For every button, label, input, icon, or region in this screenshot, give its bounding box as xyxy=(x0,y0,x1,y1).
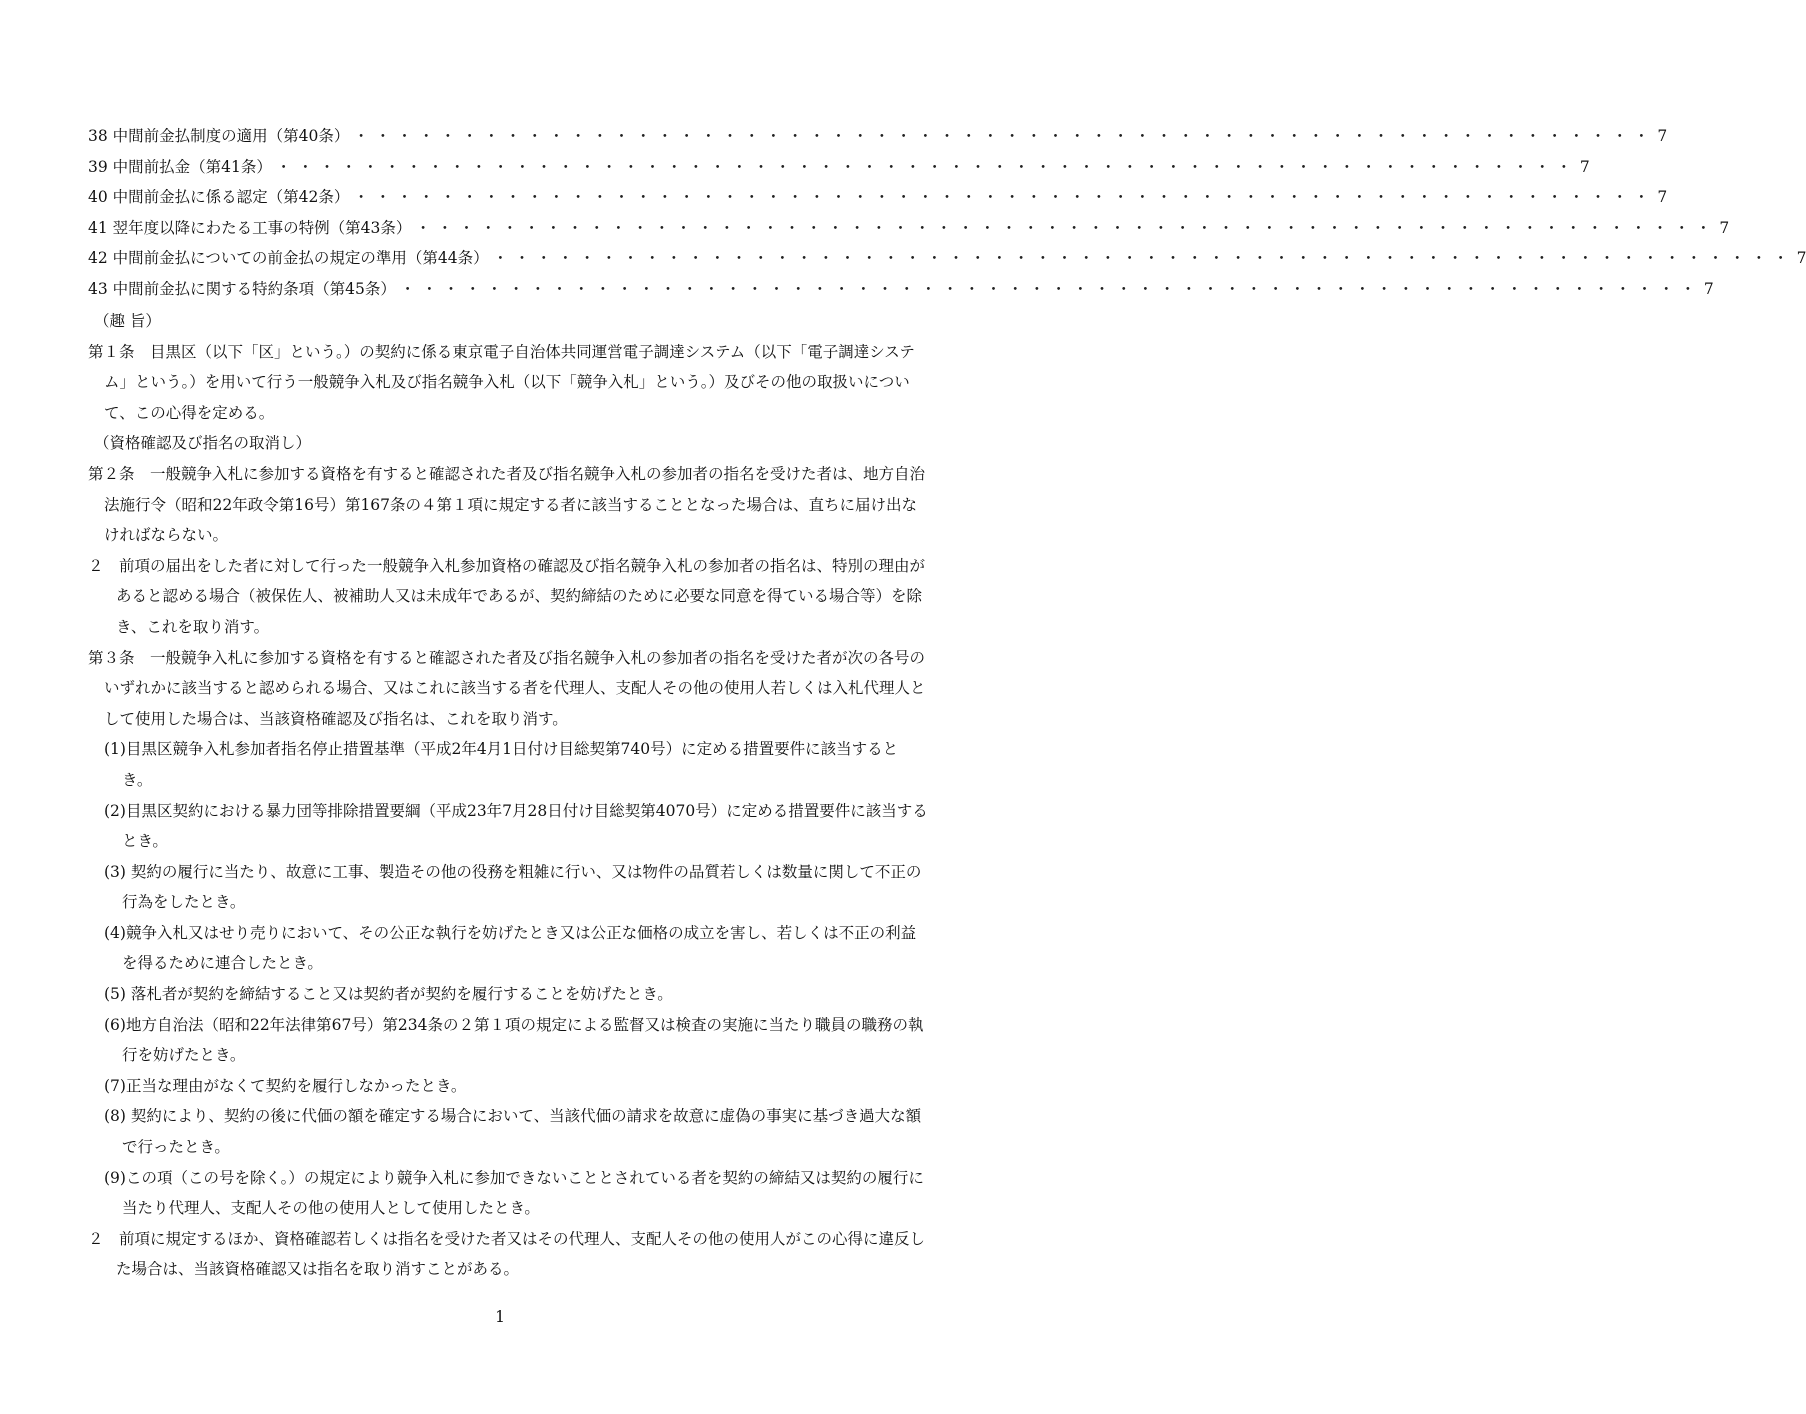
table-of-contents xyxy=(88,124,1806,308)
toc-entry-page: 7 xyxy=(1719,218,1730,237)
toc-entry-label: 43 中間前金払に関する特約条項（第45条） xyxy=(88,279,396,298)
toc-leader-dots: ・・・・・・・・・・・・・・・・・・・・・・・・・・・・・・・・・・・・・・・・・・・・・・・・・・・・・・・・・・・・ xyxy=(353,188,1656,207)
toc-entry-label: 41 翌年度以降にわたる工事の特例（第43条） xyxy=(88,218,412,237)
toc-entry xyxy=(88,246,1806,277)
article-caption: （資格確認及び指名の取消し） xyxy=(94,434,312,453)
article-3-item: (9)この項（この号を除く。）の規定により競争入札に参加できないこととされている者を契約の締結又は契約の履行に当たり代理人、支配人その他の使用人として使用したとき。 xyxy=(104,1168,924,1218)
article-3-item: (2)目黒区契約における暴力団等排除措置要綱（平成23年7月28日付け目総契第4070号）に定める措置要件に該当するとき。 xyxy=(104,801,928,851)
toc-entry-page: 7 xyxy=(1796,249,1806,268)
toc-entry xyxy=(88,185,1668,216)
document-body xyxy=(88,306,928,1285)
article-3-item: (1)目黒区競争入札参加者指名停止措置基準（平成2年4月1日付け目総契第740号）に定める措置要件に該当するとき。 xyxy=(104,740,899,789)
toc-entry-label: 39 中間前払金（第41条） xyxy=(88,157,272,176)
toc-entry-label: 40 中間前金払に係る認定（第42条） xyxy=(88,188,350,207)
toc-entry-page: 7 xyxy=(1657,127,1668,145)
toc-entry-page: 7 xyxy=(1657,188,1668,207)
toc-entry xyxy=(88,155,1590,186)
toc-entry xyxy=(88,216,1730,247)
article-2-paragraph-2: ２ 前項の届出をした者に対して行った一般競争入札参加資格の確認及び指名競争入札の参加者の指名は、特別の理由があると認める場合（被保佐人、被補助人又は未成年であるが、契約締結のために必要な同意を得ている場合等）を除き、これを取り消す。 xyxy=(88,556,926,636)
article-3-paragraph-2: ２ 前項に規定するほか、資格確認若しくは指名を受けた者又はその代理人、支配人その他の使用人がこの心得に違反した場合は、当該資格確認又は指名を取り消すことがある。 xyxy=(88,1229,926,1279)
toc-entry-page: 7 xyxy=(1579,157,1590,176)
toc-entry xyxy=(88,124,1668,155)
toc-entry-label: 38 中間前金払制度の適用（第40条） xyxy=(88,127,350,145)
article-3-item: (3) 契約の履行に当たり、故意に工事、製造その他の役務を粗雑に行い、又は物件の品質若しくは数量に関して不正の行為をしたとき。 xyxy=(104,862,922,912)
toc-entry-page: 7 xyxy=(1703,279,1714,298)
article-3-item: (8) 契約により、契約の後に代価の額を確定する場合において、当該代価の請求を故意に虚偽の事実に基づき過大な額で行ったとき。 xyxy=(104,1107,922,1157)
article-3-item: (4)競争入札又はせり売りにおいて、その公正な執行を妨げたとき又は公正な価格の成立を害し、若しくは不正の利益を得るために連合したとき。 xyxy=(104,923,917,973)
article-3-item: (7)正当な理由がなくて契約を履行しなかったとき。 xyxy=(104,1076,467,1095)
toc-entry-label: 42 中間前金払についての前金払の規定の準用（第44条） xyxy=(88,249,489,268)
article-3: 第３条 一般競争入札に参加する資格を有すると確認された者及び指名競争入札の参加者の指名を受けた者が次の各号のいずれかに該当すると認められる場合、又はこれに該当する者を代理人、支配人その他の使用人若しくは入札代理人として使用した場合は、当該資格確認及び指名は、これを取り消す。 xyxy=(88,648,926,728)
toc-leader-dots: ・・・・・・・・・・・・・・・・・・・・・・・・・・・・・・・・・・・・・・・・・・・・・・・・・・・・・・・・・・・・ xyxy=(275,157,1578,176)
toc-leader-dots: ・・・・・・・・・・・・・・・・・・・・・・・・・・・・・・・・・・・・・・・・・・・・・・・・・・・・・・・・・・・・ xyxy=(415,218,1718,237)
toc-leader-dots: ・・・・・・・・・・・・・・・・・・・・・・・・・・・・・・・・・・・・・・・・・・・・・・・・・・・・・・・・・・・・ xyxy=(353,127,1656,145)
toc-leader-dots: ・・・・・・・・・・・・・・・・・・・・・・・・・・・・・・・・・・・・・・・・・・・・・・・・・・・・・・・・・・・・ xyxy=(492,249,1795,268)
page-number: 1 xyxy=(495,1308,505,1326)
toc-entry xyxy=(88,277,1714,308)
article-3-item: (5) 落札者が契約を締結すること又は契約者が契約を履行することを妨げたとき。 xyxy=(104,985,673,1004)
toc-leader-dots: ・・・・・・・・・・・・・・・・・・・・・・・・・・・・・・・・・・・・・・・・・・・・・・・・・・・・・・・・・・・・ xyxy=(399,279,1702,298)
article-1: 第１条 目黒区（以下「区」という。）の契約に係る東京電子自治体共同運営電子調達システム（以下「電子調達システム」という。）を用いて行う一般競争入札及び指名競争入札（以下「競争入札」という。）及びその他の取扱いについて、この心得を定める。 xyxy=(88,342,915,422)
article-3-item: (6)地方自治法（昭和22年法律第67号）第234条の２第１項の規定による監督又は検査の実施に当たり職員の職務の執行を妨げたとき。 xyxy=(104,1015,924,1065)
article-caption: （趣 旨） xyxy=(94,312,161,330)
article-2: 第２条 一般競争入札に参加する資格を有すると確認された者及び指名競争入札の参加者の指名を受けた者は、地方自治法施行令（昭和22年政令第16号）第167条の４第１項に規定する者に該当することとなった場合は、直ちに届け出なければならない。 xyxy=(88,464,926,545)
